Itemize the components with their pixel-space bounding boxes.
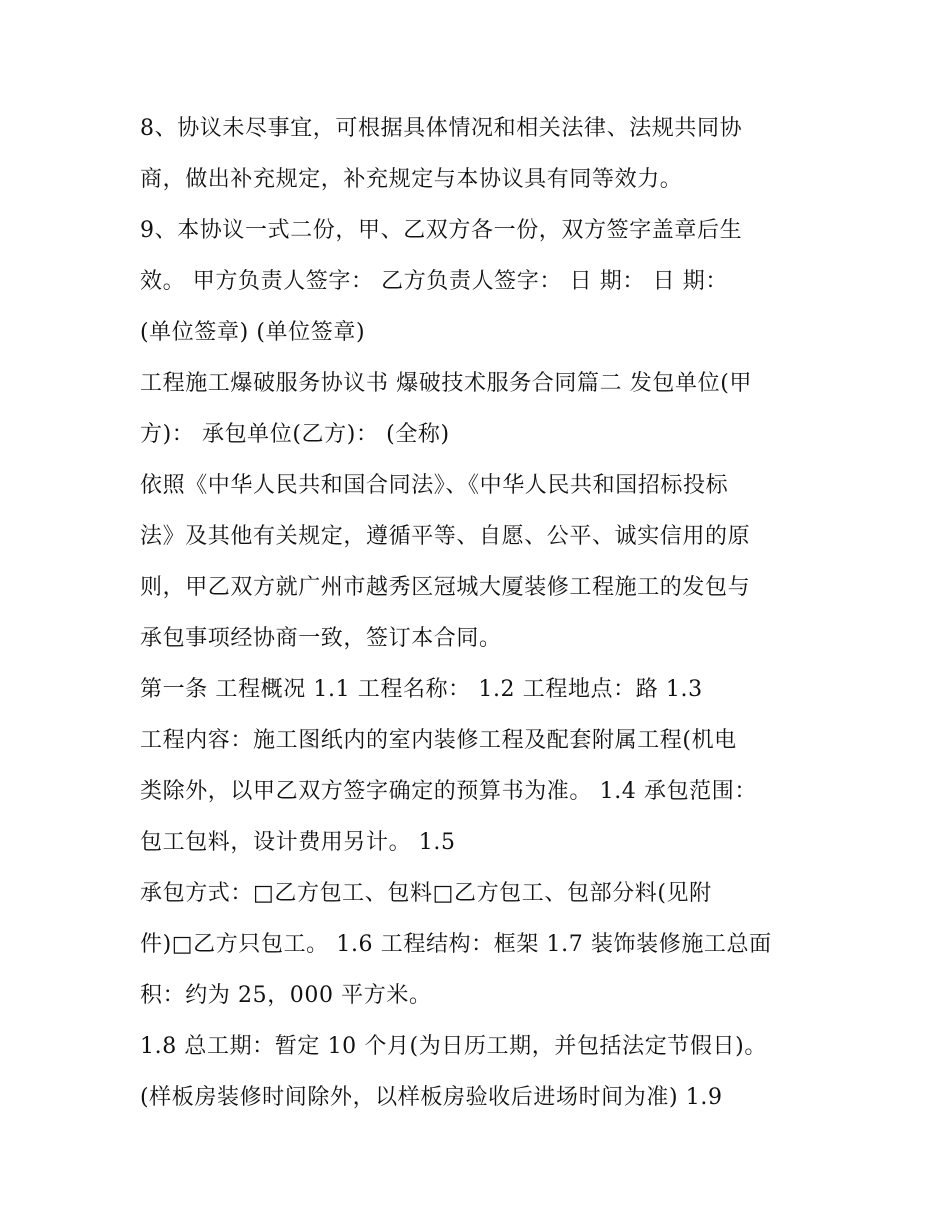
text-line: 包工包料，设计费用另计。 1.5 bbox=[140, 830, 456, 855]
text-line: 效。 甲方负责人签字： 乙方负责人签字： 日 期： 日 期： bbox=[140, 269, 728, 294]
text-line: 9、本协议一式二份，甲、乙双方各一份，双方签字盖章后生 bbox=[140, 218, 743, 243]
text-line: 第一条 工程概况 1.1 工程名称： 1.2 工程地点：路 1.3 bbox=[140, 677, 703, 702]
text-line: (样板房装修时间除外，以样板房验收后进场时间为准) 1.9 bbox=[140, 1085, 723, 1110]
text-line: 依照《中华人民共和国合同法》、《中华人民共和国招标投标 bbox=[140, 473, 729, 498]
text-line: (单位签章) (单位签章) bbox=[140, 320, 366, 345]
text-line: 类除外，以甲乙双方签字确定的预算书为准。 1.4 承包范围： bbox=[140, 779, 757, 804]
text-line: 件)□乙方只包工。 1.6 工程结构：框架 1.7 装饰装修施工总面 bbox=[140, 932, 772, 957]
document-body bbox=[140, 109, 840, 1129]
text-line: 工程内容：施工图纸内的室内装修工程及配套附属工程(机电 bbox=[140, 728, 737, 753]
text-line: 方)： 承包单位(乙方)： (全称) bbox=[140, 422, 450, 447]
text-line: 积：约为 25，000 平方米。 bbox=[140, 983, 432, 1008]
text-line: 承包方式：□乙方包工、包料□乙方包工、包部分料(见附 bbox=[140, 881, 712, 906]
text-line: 1.8 总工期：暂定 10 个月(为日历工期，并包括法定节假日)。 bbox=[140, 1034, 767, 1059]
text-line: 商，做出补充规定，补充规定与本协议具有同等效力。 bbox=[140, 167, 683, 192]
text-line: 8、协议未尽事宜，可根据具体情况和相关法律、法规共同协 bbox=[140, 116, 743, 141]
text-line: 法》及其他有关规定，遵循平等、自愿、公平、诚实信用的原 bbox=[140, 524, 751, 549]
text-line: 工程施工爆破服务协议书 爆破技术服务合同篇二 发包单位(甲 bbox=[140, 371, 752, 396]
text-line: 则，甲乙双方就广州市越秀区冠城大厦装修工程施工的发包与 bbox=[140, 575, 751, 600]
text-line: 承包事项经协商一致，签订本合同。 bbox=[140, 626, 502, 651]
